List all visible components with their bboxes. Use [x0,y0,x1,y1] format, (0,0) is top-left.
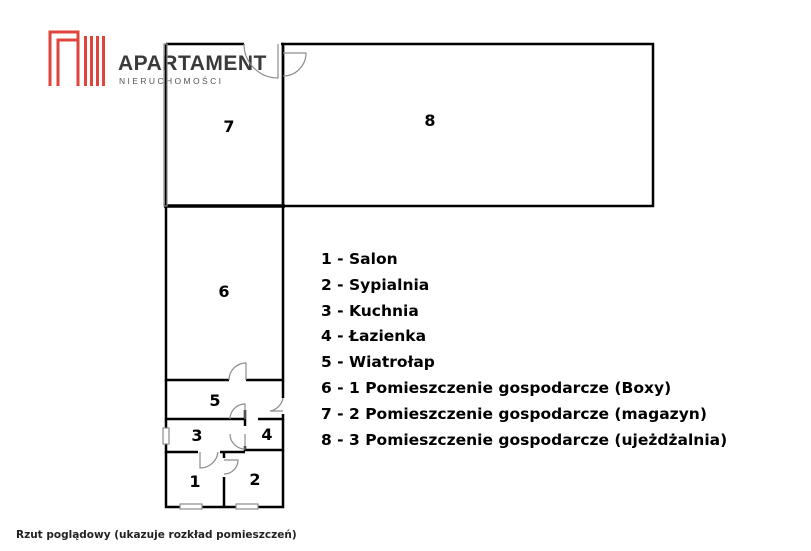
legend-item: 3 - Kuchnia [321,301,419,320]
room-5-outline [166,380,283,419]
room-3-label: 3 [191,426,203,445]
room-8-label: 8 [424,111,436,130]
legend-item: 1 - Salon [321,250,398,268]
plan-caption: Rzut poglądowy (ukazuje rozkład pomieszczeń) [16,529,297,541]
legend-item: 4 - Łazienka [321,327,427,346]
room-7-label: 7 [223,117,235,136]
room-5-label: 5 [209,391,221,410]
room-1-label: 1 [189,472,201,491]
room-2-label: 2 [249,470,261,489]
room-8-outline [283,44,653,206]
room-4-label: 4 [261,425,273,444]
legend-item: 7 - 2 Pomieszczenie gospodarcze (magazyn) [321,404,707,423]
logo-name: APARTAMENT [118,52,267,75]
room-6-label: 6 [218,282,230,301]
legend-item: 2 - Sypialnia [321,275,430,294]
room-legend [321,247,727,453]
room-3-outline [166,419,245,452]
legend-item: 8 - 3 Pomieszczenie gospodarcze (ujeżdżalnia) [321,430,728,449]
legend-item: 5 - Wiatrołap [321,353,435,372]
legend-item: 6 - 1 Pomieszczenie gospodarcze (Boxy) [321,378,672,397]
logo-subtitle: NIERUCHOMOŚCI [119,76,224,86]
